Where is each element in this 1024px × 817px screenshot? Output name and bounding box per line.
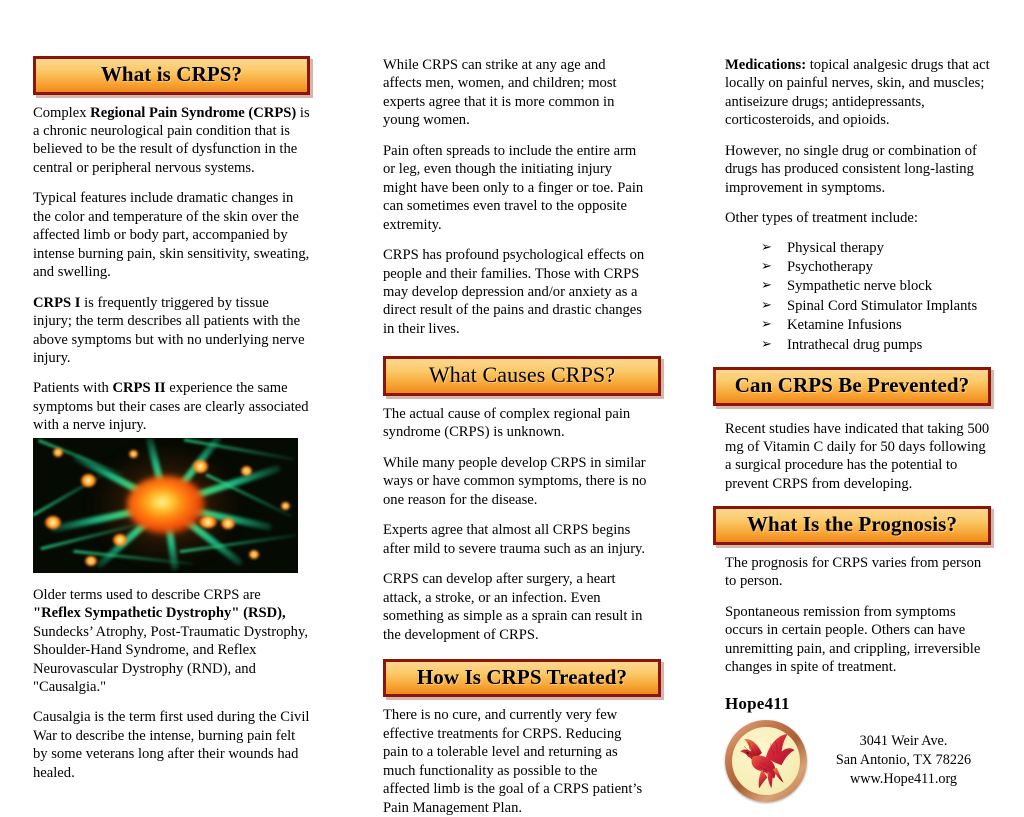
address-block xyxy=(815,732,990,789)
paragraph: CRPS has profound psychological effects on people and their families. Those with CRPS may develop depression and/or anxiety as a direct result of the pains and drastic changes in their lives. xyxy=(383,247,645,337)
paragraph: Other types of treatment include: xyxy=(725,210,918,227)
text-run: Sundecks’ Atrophy, Post-Traumatic Dystrophy, Shoulder-Hand Syndrome, and Reflex Neurovascular Dystrophy (RND), and "Causalgia." xyxy=(33,623,308,696)
section-header-label: What Causes CRPS? xyxy=(428,362,616,388)
older-terms-body xyxy=(33,586,310,783)
synapse-node xyxy=(221,518,235,529)
text-run: Patients with xyxy=(33,380,113,397)
section-header-can-crps-be-prevented xyxy=(713,367,991,406)
synapse-node xyxy=(81,474,96,487)
text-run-bold: CRPS II xyxy=(112,380,166,397)
list-item-label: Sympathetic nerve block xyxy=(787,278,933,295)
what-is-crps-body xyxy=(33,104,310,435)
paragraph: There is no cure, and currently very few effective treatments for CRPS. Reducing pain to a tolerable level and returning as much functionality as possible to the affected limb is the goal of a CRPS patient’s Pain Management Plan. xyxy=(383,707,643,816)
paragraph: Pain often spreads to include the entire arm or leg, even though the initiating injury might have been only to a finger or toe. Pain can sometimes even travel to the opposite extremity. xyxy=(383,142,644,233)
paragraph xyxy=(33,586,310,697)
synapse-node xyxy=(241,466,252,476)
synapse-node xyxy=(85,556,97,566)
paragraph: While CRPS can strike at any age and affects men, women, and children; most experts agree that it is more common in young women. xyxy=(383,57,617,129)
column-right xyxy=(725,56,990,802)
synapse-node xyxy=(129,450,138,458)
contact-block xyxy=(725,720,990,802)
address-line-1: 3041 Weir Ave. xyxy=(859,733,948,750)
text-run: Older terms used to describe CRPS are xyxy=(33,586,261,603)
text-run-bold: Medications: xyxy=(725,57,807,73)
list-item xyxy=(761,258,990,277)
axon-filament xyxy=(38,439,124,476)
phoenix-seal-logo xyxy=(725,720,807,802)
neuron-soma xyxy=(127,476,205,534)
section-header-what-causes-crps xyxy=(383,356,661,396)
paragraph: However, no single drug or combination of drugs has produced consistent long-lasting improvement in symptoms. xyxy=(725,142,977,196)
column-middle xyxy=(383,56,647,817)
section-header-what-is-crps xyxy=(33,56,310,95)
neuron-illustration xyxy=(33,438,298,573)
synapse-node xyxy=(249,550,259,559)
paragraph xyxy=(33,708,310,782)
section-header-label: What is CRPS? xyxy=(100,62,243,86)
synapse-node xyxy=(45,516,61,529)
text-run: Causalgia is the term first used during the Civil War to describe the intense, burning pain felt by some veterans long after their wounds had healed. xyxy=(33,709,310,781)
organization-name: Hope411 xyxy=(725,693,790,713)
section-header-label: Can CRPS Be Prevented? xyxy=(734,373,970,398)
paragraph: The actual cause of complex regional pain syndrome (CRPS) is unknown. xyxy=(383,405,631,441)
phoenix-icon xyxy=(732,727,800,795)
list-item-label: Spinal Cord Stimulator Implants xyxy=(787,297,978,314)
list-item xyxy=(761,297,990,316)
website-url[interactable]: www.Hope411.org xyxy=(849,771,958,788)
list-item-label: Psychotherapy xyxy=(787,259,873,276)
list-item xyxy=(761,316,990,335)
section-header-what-is-the-prognosis xyxy=(713,506,991,545)
synapse-node xyxy=(113,534,127,546)
paragraph xyxy=(33,379,310,434)
text-run-bold: CRPS I xyxy=(33,294,81,311)
list-item-label: Physical therapy xyxy=(787,239,884,256)
treatment-options-list xyxy=(725,239,990,355)
synapse-node xyxy=(193,460,208,473)
list-item-label: Intrathecal drug pumps xyxy=(787,336,923,353)
synapse-node xyxy=(53,448,63,457)
text-run: Complex xyxy=(33,104,91,121)
synapse-node xyxy=(199,516,217,528)
paragraph: The prognosis for CRPS varies from person to person. xyxy=(725,554,982,590)
text-run-bold: Regional Pain Syndrome (CRPS) xyxy=(90,104,297,121)
list-item xyxy=(761,239,990,258)
paragraph xyxy=(725,56,990,130)
paragraph xyxy=(33,294,310,368)
paragraph xyxy=(33,104,310,178)
list-item xyxy=(761,277,990,296)
text-run: is frequently triggered by tissue injury; the term describes all patients with the above symptoms but with no underlying nerve injury. xyxy=(33,294,305,366)
paragraph: Experts agree that almost all CRPS begins after mild to severe trauma such as an injury. xyxy=(383,522,646,557)
synapse-node xyxy=(281,502,290,510)
column-left xyxy=(33,56,310,782)
paragraph: Spontaneous remission from symptoms occurs in certain people. Others can have unremitting pain, and crippling, irreversible changes in spite of treatment. xyxy=(725,603,981,676)
address-line-2: San Antonio, TX 78226 xyxy=(835,752,972,769)
text-run: Typical features include dramatic changes in the color and temperature of the skin over the affected limb or body part, accompanied by intense burning pain, skin sensitivity, sweating, and swelling. xyxy=(33,190,310,281)
paragraph: Recent studies have indicated that taking 500 mg of Vitamin C daily for 50 days following a surgical procedure has the potential to prevent CRPS from developing. xyxy=(725,420,990,492)
list-item-label: Ketamine Infusions xyxy=(787,317,902,334)
section-header-label: What Is the Prognosis? xyxy=(746,512,958,537)
text-run: is a chronic neurological pain condition that is believed to be the result of dysfunction in the central or peripheral nervous systems. xyxy=(33,104,310,176)
text-run: experience the same symptoms but their cases are clearly associated with a nerve injury. xyxy=(33,380,309,434)
text-run: topical analgesic drugs that act locally on painful nerves, skin, and muscles; antiseizure drugs; antidepressants, corticosteroids, and opioids. xyxy=(725,57,990,129)
section-header-label: How Is CRPS Treated? xyxy=(416,664,628,689)
paragraph xyxy=(33,189,310,281)
paragraph: While many people develop CRPS in similar ways or have common symptoms, there is no one reason for the disease. xyxy=(383,454,647,508)
list-item xyxy=(761,336,990,355)
seal-inner xyxy=(732,727,800,795)
paragraph: CRPS can develop after surgery, a heart attack, a stroke, or an infection. Even something as simple as a sprain can result in the development of CRPS. xyxy=(383,571,643,643)
section-header-how-is-crps-treated xyxy=(383,659,661,698)
text-run-bold: "Reflex Sympathetic Dystrophy" (RSD), xyxy=(33,605,286,622)
